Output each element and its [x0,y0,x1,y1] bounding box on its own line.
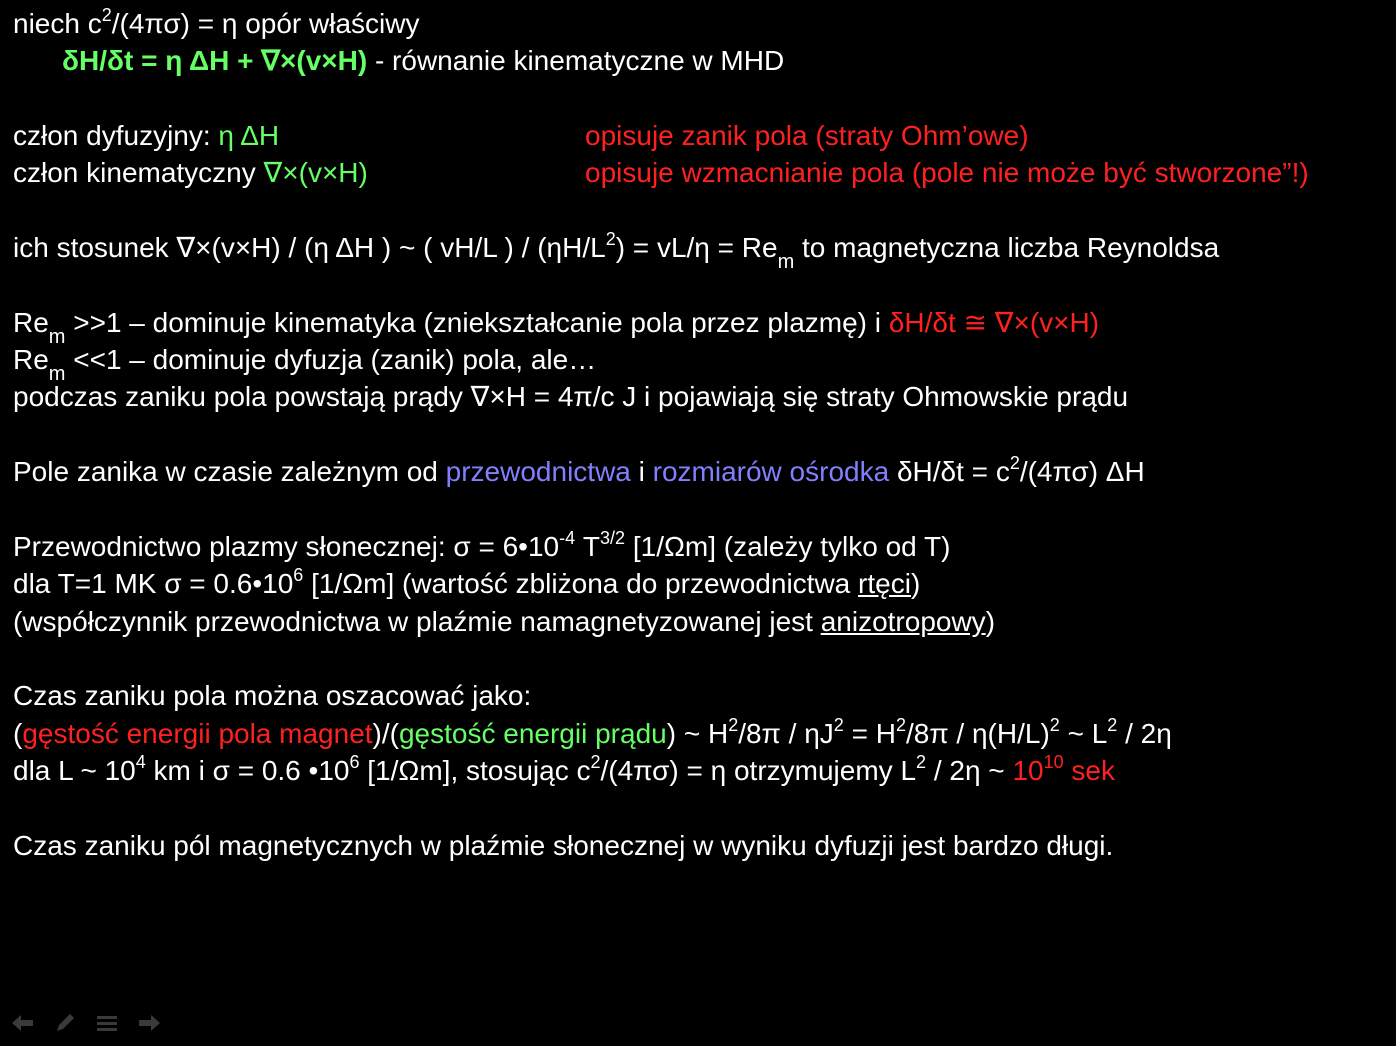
text: 10 [1012,755,1044,786]
text: ) [985,606,996,637]
arrow-right-icon [136,1012,162,1034]
subscript: m [777,250,795,273]
text: Pole zanika w czasie zależnym od [13,456,446,487]
text: T [575,531,601,562]
line-kinematic-term [13,155,1393,191]
text: ) ~ H [666,718,729,749]
text: Re [13,344,49,375]
superscript: 4 [135,751,146,772]
text: / 2η [1117,718,1172,749]
text: / 2η ~ [926,755,1013,786]
menu-icon [95,1012,119,1034]
superscript: 2 [590,751,601,772]
text: [1/Ωm] (zależy tylko od T) [625,531,951,562]
keyword-blue: przewodnictwa [445,456,631,487]
line-conclusion [13,828,1113,864]
line-energy-ratio [13,716,1172,752]
next-slide-button[interactable] [134,1010,164,1036]
text: /8π / η(H/L) [905,718,1050,749]
slideshow-nav [8,1010,164,1036]
text: podczas zaniku pola powstają prądy ∇×H = 4π/c J i pojawiają się straty Ohmowskie prądu [13,381,1129,412]
superscript: 6 [349,751,360,772]
text: [1/Ωm], stosując c [359,755,591,786]
text: ~ L [1059,718,1108,749]
superscript: 2 [728,714,739,735]
text: Re [13,307,49,338]
superscript: 2 [101,4,112,25]
underlined-word: rtęci [858,568,911,599]
pen-icon [53,1012,77,1034]
line-ohmic-losses [13,379,1128,415]
menu-button[interactable] [92,1010,122,1036]
previous-slide-button[interactable] [8,1010,38,1036]
text: /(4πσ) = η otrzymujemy L [600,755,917,786]
equation-green: δH/δt = η ΔH + ∇×(v×H) [62,45,368,76]
line-rem-small [13,342,597,385]
note-red: opisuje zanik pola (straty Ohm’owe) [585,120,1029,151]
superscript: 10 [1043,751,1064,772]
arrow-left-icon [10,1012,36,1034]
superscript: 3/2 [600,527,626,548]
line-kinematic-equation [62,43,784,79]
result-red [1012,751,1115,786]
text: /8π / ηJ [738,718,834,749]
line-definition [13,6,419,42]
superscript: 2 [916,751,927,772]
text: - równanie kinematyczne w MHD [367,45,785,76]
line-diffusion-term [13,118,1393,154]
text: (współczynnik przewodnictwa w plaźmie namagnetyzowanej jest [13,606,821,637]
line-conductivity-1mk [13,566,920,602]
text: δH/δt = c [889,456,1010,487]
text: Czas zaniku pola można oszacować jako: [13,680,532,711]
term-green: η ΔH [218,120,280,151]
pen-button[interactable] [50,1010,80,1036]
superscript: -4 [559,527,576,548]
line-decay-estimate [13,678,531,714]
phrase-green: gęstość energii prądu [398,718,667,749]
text: dla L ~ 10 [13,755,136,786]
line-field-decay [13,454,1145,490]
superscript: 2 [1009,452,1020,473]
text: km i σ = 0.6 •10 [145,755,350,786]
text: dla T=1 MK σ = 0.6•10 [13,568,294,599]
line-reynolds [13,228,1220,273]
text: Przewodnictwo plazmy słonecznej: σ = 6•10 [13,531,560,562]
subscript: m [48,325,66,348]
equation-red: δH/δt ≅ ∇×(v×H) [888,307,1100,338]
text: sek [1063,755,1115,786]
text: /(4πσ) = η opór właściwy [111,8,420,39]
text: ( [13,718,23,749]
text: <<1 – dominuje dyfuzja (zanik) pola, ale… [65,344,597,375]
term-green: ∇×(v×H) [263,157,368,188]
text: człon kinematyczny [13,157,264,188]
text: to magnetyczna liczba Reynoldsa [794,232,1220,263]
keyword-blue: rozmiarów ośrodka [652,456,890,487]
superscript: 6 [293,564,304,585]
superscript: 2 [605,228,616,249]
text: )/( [372,718,399,749]
superscript: 2 [1107,714,1118,735]
text: Czas zaniku pól magnetycznych w plaźmie słonecznej w wyniku dyfuzji jest bardzo długi. [13,830,1114,861]
text: /(4πσ) ΔH [1019,456,1145,487]
text: [1/Ωm] (wartość zbliżona do przewodnictwa [303,568,859,599]
underlined-word: anizotropowy [820,606,986,637]
text: i [630,456,653,487]
phrase-red: gęstość energii pola magnet [22,718,373,749]
line-rem-large [13,305,1100,348]
note-red: opisuje wzmacnianie pola (pole nie może być stworzone”!) [585,157,1309,188]
line-conductivity [13,529,950,565]
subscript: m [48,362,66,385]
line-numeric-estimate [13,753,1115,789]
text: człon dyfuzyjny: [13,120,219,151]
text: ich stosunek ∇×(v×H) / (η ΔH ) ~ ( vH/L ) / (ηH/L [13,232,606,263]
superscript: 2 [1049,714,1060,735]
text: >>1 – dominuje kinematyka (zniekształcanie pola przez plazmę) i [65,307,889,338]
text: = H [843,718,896,749]
text: niech c [13,8,102,39]
line-anisotropic [13,604,995,640]
text: ) [910,568,921,599]
superscript: 2 [833,714,844,735]
superscript: 2 [895,714,906,735]
text: ) = vL/η = Re [615,232,778,263]
